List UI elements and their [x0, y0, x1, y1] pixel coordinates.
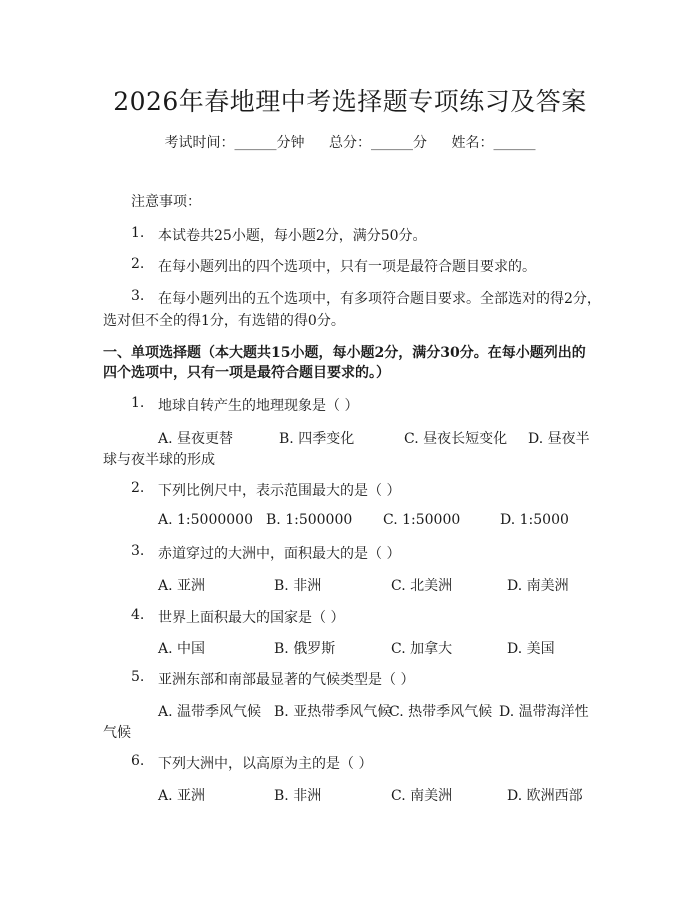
notice-item-2-num: 2. — [131, 256, 145, 272]
exam-info — [0, 132, 700, 152]
question-1-num: 1. — [131, 395, 145, 411]
notice-item-3-num: 3. — [131, 288, 145, 304]
question-1-stem: 地球自转产生的地理现象是（ ） — [158, 398, 359, 414]
question-2-option-d[interactable]: D. 1:5000 — [500, 512, 569, 528]
question-1-option-d[interactable]: D. 昼夜半 — [528, 431, 590, 447]
question-1-option-b[interactable]: B. 四季变化 — [279, 431, 355, 447]
notice-item-1-text: 本试卷共25小题，每小题2分，满分50分。 — [158, 228, 427, 244]
question-4-option-c[interactable]: C. 加拿大 — [391, 641, 453, 657]
question-4-option-a[interactable]: A. 中国 — [158, 641, 206, 657]
question-5-option-c[interactable]: C. 热带季风气候 — [389, 704, 493, 720]
question-5-option-d-wrap: 气候 — [103, 725, 131, 741]
question-2-option-c[interactable]: C. 1:50000 — [383, 512, 461, 528]
question-5-num: 5. — [131, 669, 145, 685]
notice-item-2-text: 在每小题列出的四个选项中，只有一项是最符合题目要求的。 — [158, 259, 536, 275]
notice-item-3-text-line2: 选对但不全的得1分，有选错的得0分。 — [103, 313, 345, 329]
question-5-option-d[interactable]: D. 温带海洋性 — [499, 704, 589, 720]
question-5-option-b[interactable]: B. 亚热带季风气候 — [274, 704, 392, 720]
exam-time: 考试时间：______分钟 — [164, 135, 305, 151]
question-1-option-a[interactable]: A. 昼夜更替 — [158, 431, 234, 447]
question-3-option-c[interactable]: C. 北美洲 — [391, 578, 453, 594]
question-3-option-b[interactable]: B. 非洲 — [274, 578, 322, 594]
question-6-option-c[interactable]: C. 南美洲 — [391, 788, 453, 804]
exam-score: 总分：______分 — [329, 135, 427, 151]
question-1-option-c[interactable]: C. 昼夜长短变化 — [404, 431, 508, 447]
question-6-option-d[interactable]: D. 欧洲西部 — [507, 788, 583, 804]
question-3-option-d[interactable]: D. 南美洲 — [507, 578, 569, 594]
question-4-option-b[interactable]: B. 俄罗斯 — [274, 641, 336, 657]
notice-item-1-num: 1. — [131, 225, 145, 241]
section-heading-line1: 一、单项选择题（本大题共15小题，每小题2分，满分30分。在每小题列出的 — [103, 345, 586, 361]
question-3-option-a[interactable]: A. 亚洲 — [158, 578, 206, 594]
question-5-stem: 亚洲东部和南部最显著的气候类型是（ ） — [158, 672, 415, 688]
question-4-option-d[interactable]: D. 美国 — [507, 641, 555, 657]
question-6-option-a[interactable]: A. 亚洲 — [158, 788, 206, 804]
question-4-stem: 世界上面积最大的国家是（ ） — [158, 610, 345, 626]
question-2-option-a[interactable]: A. 1:5000000 — [158, 512, 253, 528]
question-2-option-b[interactable]: B. 1:500000 — [266, 512, 353, 528]
notice-item-3-text-line1: 在每小题列出的五个选项中，有多项符合题目要求。全部选对的得2分， — [158, 291, 601, 307]
question-3-stem: 赤道穿过的大洲中，面积最大的是（ ） — [158, 546, 401, 562]
question-1-option-d-wrap: 球与夜半球的形成 — [103, 452, 215, 468]
question-4-num: 4. — [131, 607, 145, 623]
question-6-option-b[interactable]: B. 非洲 — [274, 788, 322, 804]
question-6-stem: 下列大洲中，以高原为主的是（ ） — [158, 756, 373, 772]
exam-name: 姓名：______ — [451, 135, 536, 151]
section-heading-line2: 四个选项中，只有一项是最符合题目要求的。） — [103, 365, 390, 381]
question-5-option-a[interactable]: A. 温带季风气候 — [158, 704, 262, 720]
question-2-num: 2. — [131, 480, 145, 496]
question-6-num: 6. — [131, 753, 145, 769]
notice-heading: 注意事项： — [131, 194, 201, 210]
question-3-num: 3. — [131, 543, 145, 559]
page-title: 2026年春地理中考选择题专项练习及答案 — [113, 87, 587, 116]
question-2-stem: 下列比例尺中，表示范围最大的是（ ） — [158, 483, 401, 499]
